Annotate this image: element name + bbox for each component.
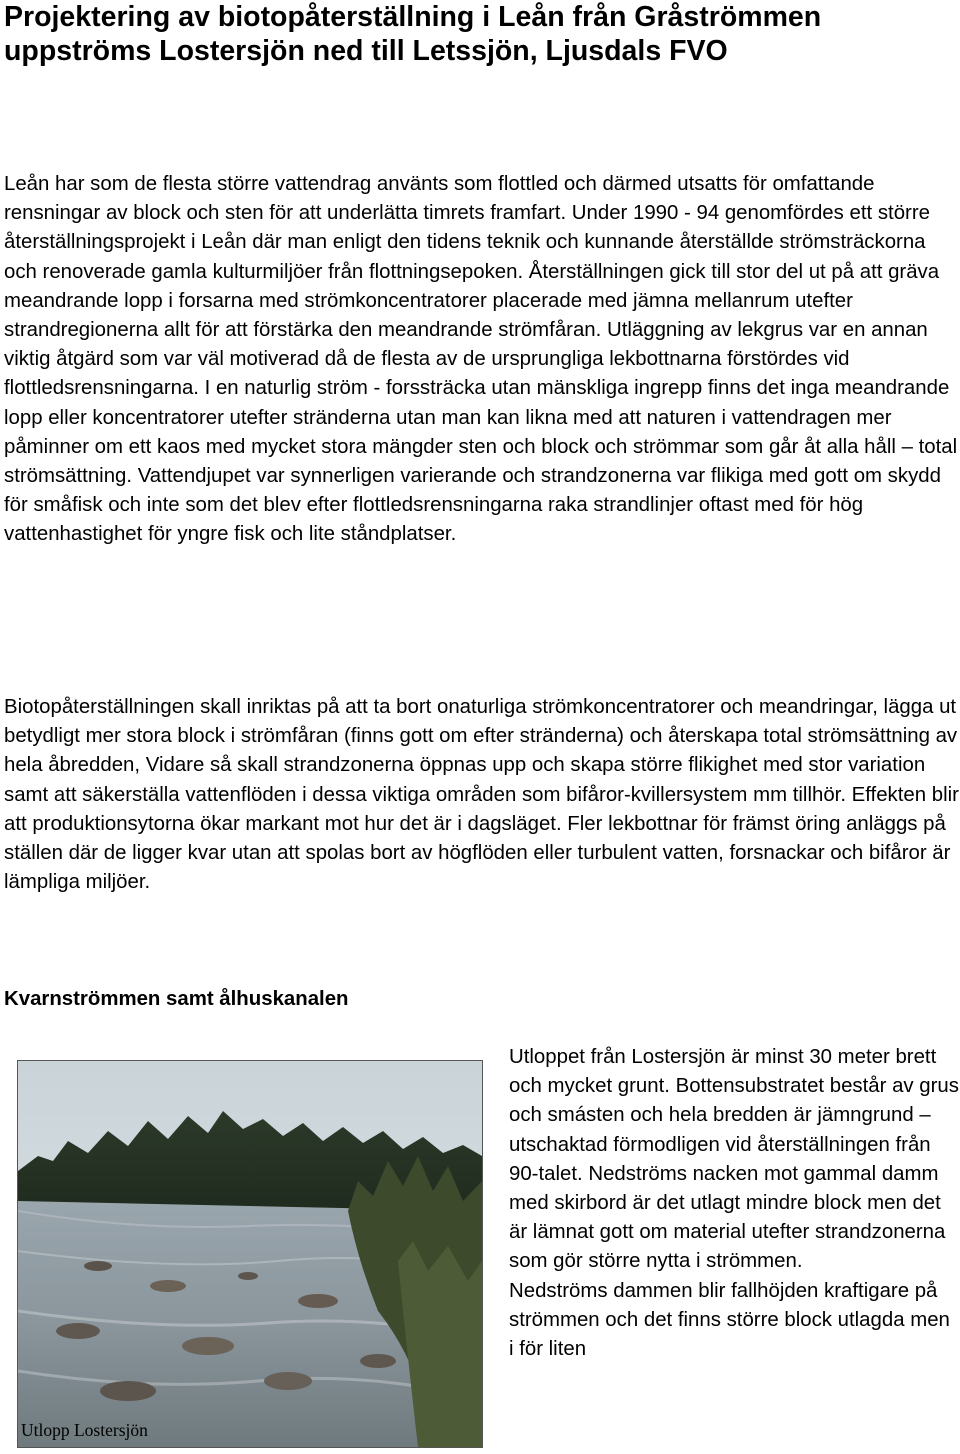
river-photo-image	[18, 1061, 482, 1447]
river-photo	[17, 1060, 483, 1448]
section-text-downstream: Nedströms dammen blir fallhöjden kraftigare på strömmen och det finns större block utlagda men i för liten	[509, 1279, 950, 1361]
photo-caption: Utlopp Lostersjön	[21, 1420, 148, 1440]
paragraph-restoration-plan: Biotopåterställningen skall inriktas på att ta bort onaturliga strömkoncentratorer och meandringar, lägga ut betydligt mer stora block i strömfåran (finns gott om efter stränderna) och återskapa total strömsättning av hela åbredden, Vidare så skall strandzonerna öppnas upp och skapa större flikighet med stor variation samt att säkerställa vattenflöden i dessa viktiga områden som bifåror-kvillersystem mm tillhör. Effekten blir att produktionsytorna ökar markant mot hur det är i dagsläget. Fler lekbottnar för främst öring anläggs på ställen där de ligger kvar utan att spolas bort av högflöden eller turbulent vatten, forsnackar och bifåror är lämpliga miljöer.	[4, 696, 959, 894]
section-text-outlet: Utloppet från Lostersjön är minst 30 meter brett och mycket grunt. Bottensubstratet består av grus och smásten och hela bredden är jämngrund – utschaktad förmodligen vid återställningen från 90-talet. Nedströms nacken mot gammal damm med skirbord är det utlagt mindre block men det är lämnat gott om material utefter strandzonerna som gör större nytta i strömmen.	[509, 1046, 959, 1273]
document-title: Projektering av biotopåterställning i Leån från Gråströmmen uppströms Lostersjön ned till Letssjön, Ljusdals FVO	[4, 1, 822, 67]
paragraph-history: Leån har som de flesta större vattendrag använts som flottled och därmed utsatts för omfattande rensningar av block och sten för att underlätta timrets framfart. Under 1990 - 94 genomfördes ett större återställningsprojekt i Leån där man enligt den tidens teknik och kunnande återställde strömsträckorna och renoverade gamla kulturmiljöer från flottningsepoken. Återställningen gick till stor del ut på att gräva meandrande lopp i forsarna med strömkoncentratorer placerade med jämna mellanrum utefter strandregionerna allt för att förstärka den meandrande strömfåran. Utläggning av lekgrus var en annan viktig åtgärd som var väl motiverad då de flesta av de ursprungliga lekbottnarna förstördes vid flottledsrensningarna. I en naturlig ström - forssträcka utan mänskliga ingrepp finns det inga meandrande lopp eller koncentratorer utefter stränderna utan man kan likna med att naturen i vattendragen mer påminner om ett kaos med mycket stora mängder sten och block och strömmar som går åt alla håll – total strömsättning. Vattendjupet var synnerligen varierande och strandzonerna var flikiga med gott om skydd för småfisk och inte som det blev efter flottledsrensningarna raka strandlinjer oftast med för hög vattenhastighet för yngre fisk och lite ståndplatser.	[4, 173, 958, 546]
section-description	[509, 1043, 959, 1364]
section-heading: Kvarnströmmen samt ålhuskanalen	[4, 988, 349, 1010]
